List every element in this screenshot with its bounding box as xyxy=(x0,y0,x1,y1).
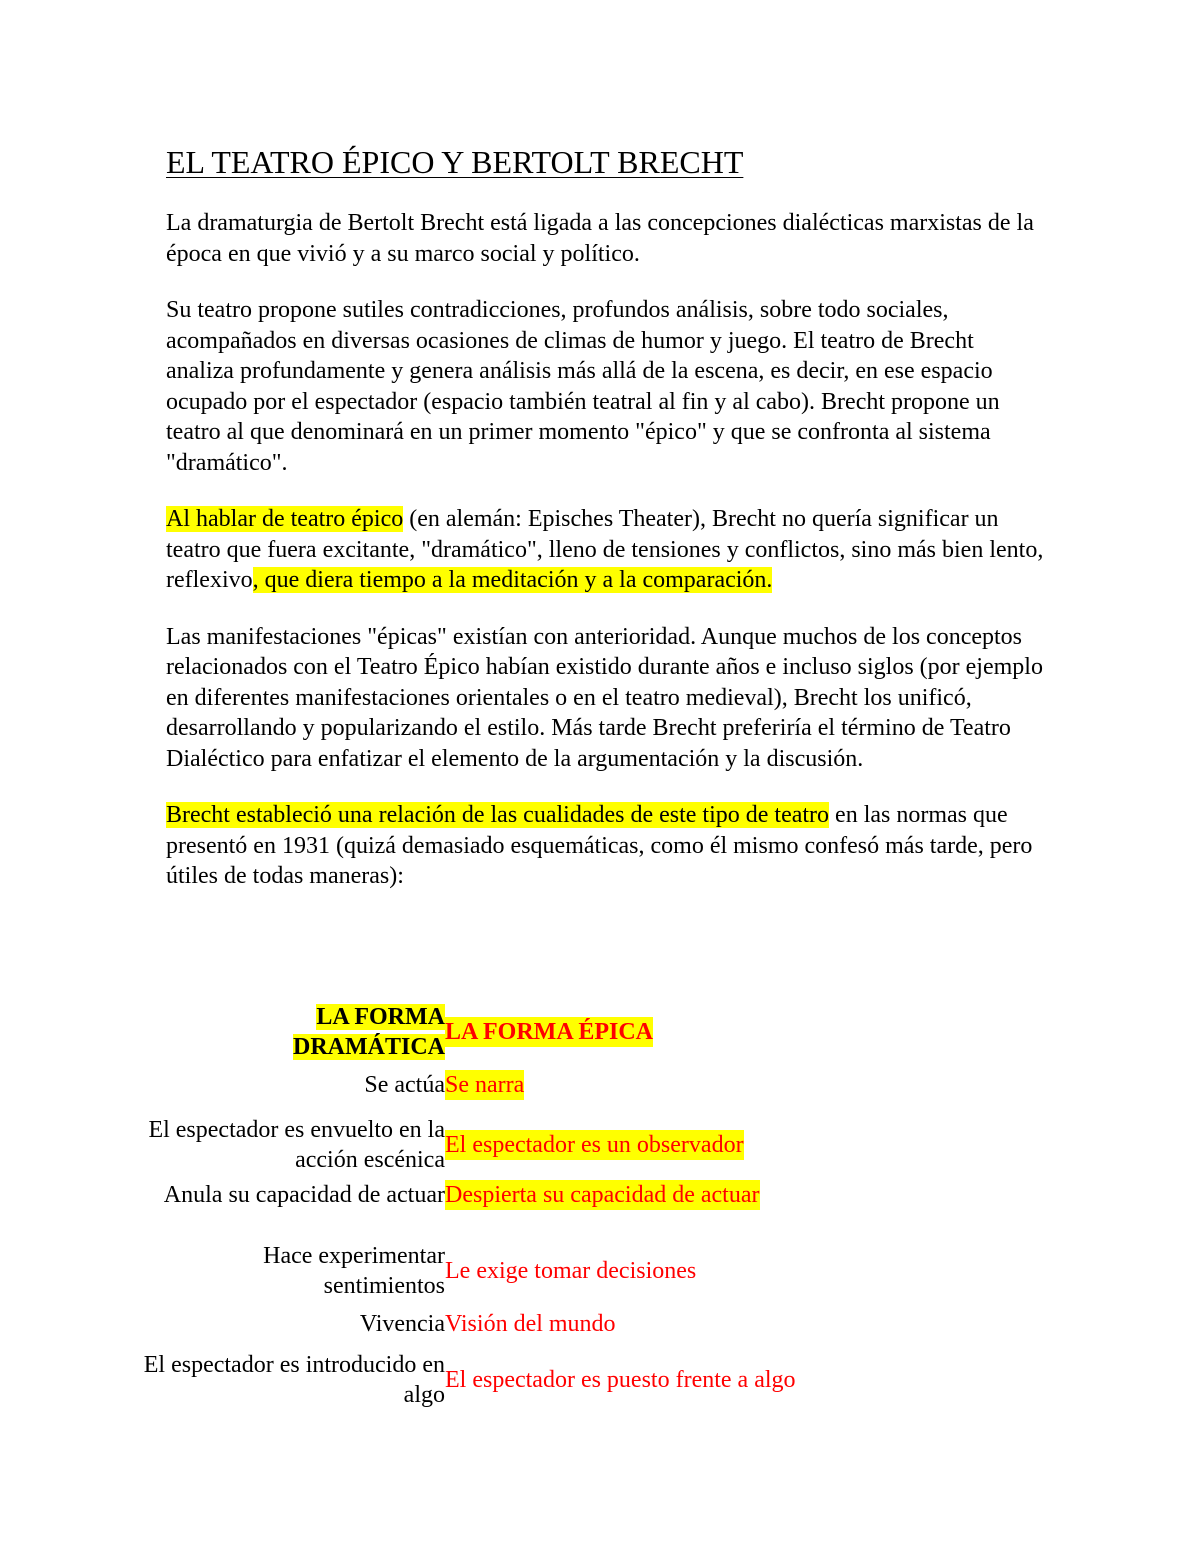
header-dramatic-form xyxy=(140,1002,445,1062)
highlight-meditation: , que diera tiempo a la meditación y a la comparación. xyxy=(252,567,773,593)
paragraph-norms-text: en las normas que presentó en 1931 (quizá demasiado esquemáticas, como él mismo confesó más tarde, pero útiles de todas maneras): xyxy=(166,802,1033,889)
dramatic-cell: Se actúa xyxy=(364,1072,445,1098)
highlight-qualities: Brecht estableció una relación de las cualidades de este tipo de teatro xyxy=(166,802,830,828)
epic-cell: El espectador es puesto frente a algo xyxy=(445,1367,796,1393)
comparison-row xyxy=(140,1070,524,1100)
comparison-row xyxy=(140,1309,616,1339)
paragraph-epic-theatre-meaning xyxy=(166,504,1046,596)
document-body xyxy=(166,138,1046,892)
epic-cell: Despierta su capacidad de actuar xyxy=(445,1182,760,1208)
epic-cell: Se narra xyxy=(445,1072,525,1098)
dramatic-cell: Vivencia xyxy=(359,1311,445,1337)
document-title: EL TEATRO ÉPICO Y BERTOLT BRECHT xyxy=(166,144,744,180)
comparison-row xyxy=(140,1350,796,1410)
epic-cell: Le exige tomar decisiones xyxy=(445,1258,697,1284)
header-dramatic-line-1: LA FORMA xyxy=(316,1004,445,1030)
dramatic-cell: Hace experimentar sentimientos xyxy=(263,1243,445,1299)
dramatic-cell: El espectador es envuelto en la acción escénica xyxy=(148,1117,445,1173)
paragraph-epic-theatre-text: (en alemán: Episches Theater), Brecht no quería significar un teatro que fuera excitante, "dramático", lleno de tensiones y conflictos, sino más bien lento, reflexivo xyxy=(166,506,1044,593)
dramatic-cell: Anula su capacidad de actuar xyxy=(163,1182,445,1208)
epic-cell: Visión del mundo xyxy=(445,1311,616,1337)
paragraph-norms-1931 xyxy=(166,800,1046,892)
comparison-row xyxy=(140,1180,760,1210)
paragraph-epic-manifestations: Las manifestaciones "épicas" existían con anterioridad. Aunque muchos de los conceptos relacionados con el Teatro Épico habían existido durante años e incluso siglos (por ejemplo en diferentes manifestaciones orientales o en el teatro medieval), Brecht los unificó, desarrollando y popularizando el estilo. Más tarde Brecht preferiría el término de Teatro Dialéctico para enfatizar el elemento de la argumentación y la discusión. xyxy=(166,623,1043,772)
epic-cell: El espectador es un observador xyxy=(445,1132,744,1158)
paragraph-theatre-proposal: Su teatro propone sutiles contradicciones, profundos análisis, sobre todo sociales, acompañados en diversas ocasiones de climas de humor y juego. El teatro de Brecht analiza profundamente y genera análisis más allá de la escena, es decir, en ese espacio ocupado por el espectador (espacio también teatral al fin y al cabo). Brecht propone un teatro al que denominará en un primer momento "épico" y que se confronta al sistema "dramático". xyxy=(166,297,1000,476)
comparison-row xyxy=(140,1115,744,1175)
header-epic-form: LA FORMA ÉPICA xyxy=(445,1019,654,1045)
highlight-epic-theatre: Al hablar de teatro épico xyxy=(166,506,404,532)
header-dramatic-line-2: DRAMÁTICA xyxy=(293,1034,445,1060)
comparison-row xyxy=(140,1241,696,1301)
comparison-header-row xyxy=(140,1002,653,1062)
paragraph-intro: La dramaturgia de Bertolt Brecht está ligada a las concepciones dialécticas marxistas de la época en que vivió y a su marco social y político. xyxy=(166,210,1034,267)
dramatic-cell: El espectador es introducido en algo xyxy=(143,1352,445,1408)
